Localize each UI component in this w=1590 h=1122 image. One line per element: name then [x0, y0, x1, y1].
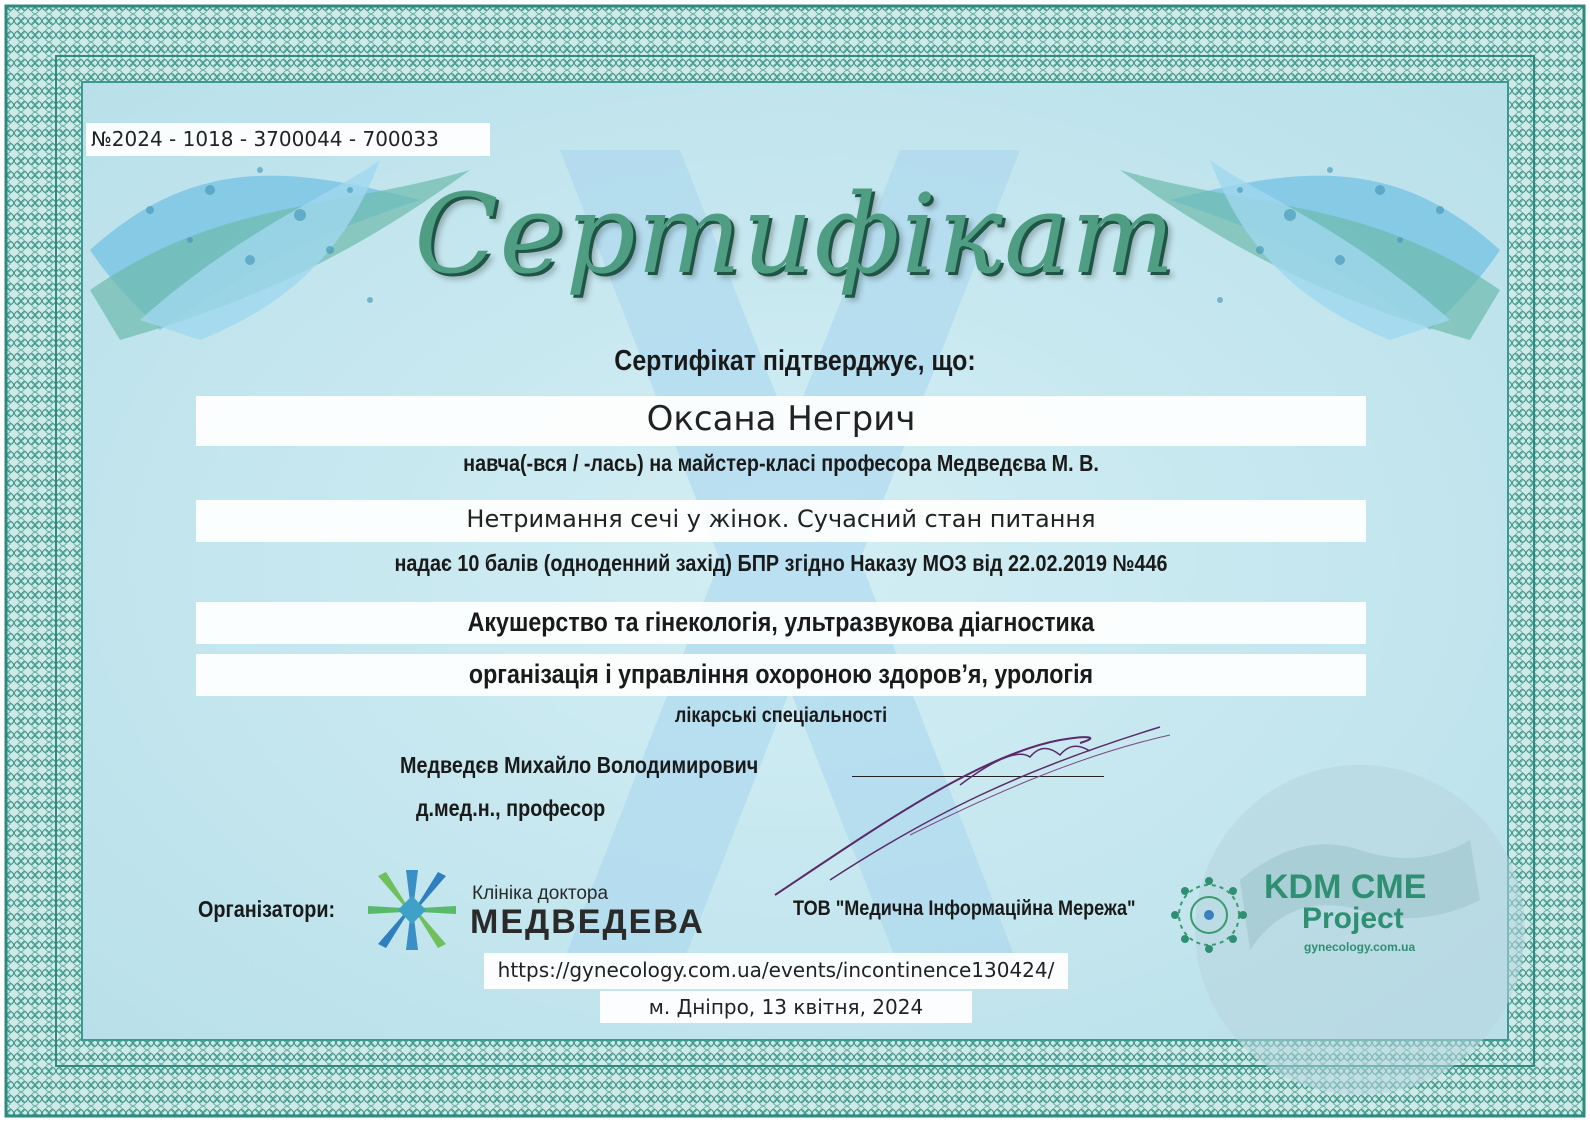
specialty-1: Акушерство та гінекологія, ультразвукова діагностика: [467, 607, 1095, 637]
kdm-logo-icon: [1166, 872, 1252, 958]
points-line: надає 10 балів (одноденний захід) БПР згідно Наказу МОЗ від 22.02.2019 №446: [394, 550, 1168, 576]
signer-name: Медведєв Михайло Володимирович: [400, 752, 759, 778]
kdm-logo-line2: Project: [1302, 902, 1404, 935]
certificate-number: №2024 - 1018 - 3700044 - 700033: [91, 127, 439, 151]
course-title: Нетримання сечі у жінок. Сучасний стан питання: [466, 505, 1096, 533]
confirms-heading: Сертифікат підтверджує, що:: [614, 345, 976, 377]
signer-degree: д.мед.н., професор: [416, 795, 606, 821]
certificate-title: Сертифікат: [414, 170, 1176, 298]
kdm-logo: [1166, 868, 1466, 968]
clinic-logo: [362, 865, 707, 955]
signature-image: [760, 715, 1180, 900]
event-url: https://gynecology.com.ua/events/incontinence130424/: [497, 958, 1055, 982]
organizers-label: Організатори:: [198, 896, 336, 922]
specialties-caption: лікарські спеціальності: [674, 704, 888, 727]
company-name: ТОВ "Медична Інформаційна Мережа": [793, 897, 1136, 920]
kdm-logo-line1: KDM CME: [1264, 868, 1427, 906]
clinic-logo-icon: [362, 865, 462, 955]
clinic-logo-line1: Клініка доктора: [472, 883, 609, 904]
studied-line: навча(-вся / -лась) на майстер-класі професора Медведєва М. В.: [463, 450, 1099, 476]
clinic-logo-line2: МЕДВЕДЕВА: [470, 903, 705, 941]
recipient-name: Оксана Негрич: [646, 399, 916, 439]
kdm-logo-site: gynecology.com.ua: [1304, 940, 1416, 954]
specialty-2: організація і управління охороною здоров’я, урологія: [468, 659, 1094, 689]
city-date: м. Дніпро, 13 квітня, 2024: [648, 995, 924, 1019]
